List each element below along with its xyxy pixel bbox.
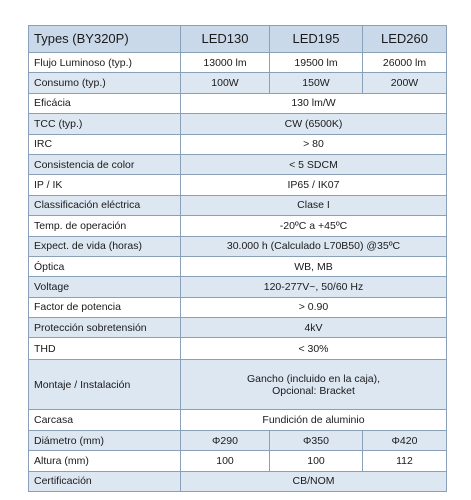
row-value: 112 (363, 451, 447, 471)
row-value: Φ420 (363, 430, 447, 450)
row-label: Altura (mm) (29, 451, 181, 471)
table-row (29, 318, 447, 338)
row-value (181, 360, 447, 410)
row-value: CB/NOM (181, 471, 447, 491)
row-value: 200W (363, 73, 447, 93)
spec-table-container (28, 25, 446, 492)
row-value: 100W (181, 73, 270, 93)
row-value: > 80 (181, 134, 447, 154)
row-label: Certificación (29, 471, 181, 491)
row-label: Diámetro (mm) (29, 430, 181, 450)
table-row (29, 93, 447, 113)
row-value: 150W (270, 73, 363, 93)
row-value: Φ290 (181, 430, 270, 450)
spec-table (28, 25, 447, 492)
row-value: 100 (270, 451, 363, 471)
table-row (29, 360, 447, 410)
table-row (29, 216, 447, 236)
row-value: < 5 SDCM (181, 154, 447, 174)
table-row (29, 277, 447, 297)
row-label: THD (29, 338, 181, 360)
row-value-line: Opcional: Bracket (272, 384, 355, 397)
table-row (29, 236, 447, 256)
row-label: Protección sobretensión (29, 318, 181, 338)
header-type: Types (BY320P) (29, 26, 181, 53)
table-row (29, 430, 447, 450)
row-label: Expect. de vida (horas) (29, 236, 181, 256)
row-value: 130 lm/W (181, 93, 447, 113)
row-value: -20ºC a +45ºC (181, 216, 447, 236)
row-label: Consumo (typ.) (29, 73, 181, 93)
row-value: 19500 lm (270, 53, 363, 73)
table-row (29, 134, 447, 154)
row-label: Flujo Luminoso (typ.) (29, 53, 181, 73)
table-header-row (29, 26, 447, 53)
row-value: Fundición de aluminio (181, 410, 447, 430)
table-row (29, 154, 447, 174)
row-value: 26000 lm (363, 53, 447, 73)
row-value: 30.000 h (Calculado L70B50) @35ºC (181, 236, 447, 256)
table-row (29, 471, 447, 491)
row-value: 13000 lm (181, 53, 270, 73)
row-label: Temp. de operación (29, 216, 181, 236)
row-label: Montaje / Instalación (29, 360, 181, 410)
header-led130: LED130 (181, 26, 270, 53)
row-label: TCC (typ.) (29, 114, 181, 134)
row-value: 4kV (181, 318, 447, 338)
row-value-line: Gancho (incluido en la caja), (246, 372, 381, 385)
table-row (29, 195, 447, 215)
row-label: Óptica (29, 256, 181, 276)
header-led195: LED195 (270, 26, 363, 53)
table-row (29, 175, 447, 195)
row-value: IP65 / IK07 (181, 175, 447, 195)
row-value: CW (6500K) (181, 114, 447, 134)
row-label: Factor de potencia (29, 297, 181, 317)
row-value: 100 (181, 451, 270, 471)
row-value: < 30% (181, 338, 447, 360)
row-value: WB, MB (181, 256, 447, 276)
table-row (29, 297, 447, 317)
header-led260: LED260 (363, 26, 447, 53)
table-row (29, 53, 447, 73)
row-label: IRC (29, 134, 181, 154)
table-row (29, 338, 447, 360)
row-value: Φ350 (270, 430, 363, 450)
row-value: Clase I (181, 195, 447, 215)
row-label: IP / IK (29, 175, 181, 195)
table-row (29, 256, 447, 276)
row-label: Carcasa (29, 410, 181, 430)
row-label: Consistencia de color (29, 154, 181, 174)
table-row (29, 73, 447, 93)
row-label: Classificación eléctrica (29, 195, 181, 215)
row-value: > 0.90 (181, 297, 447, 317)
row-label: Voltage (29, 277, 181, 297)
table-row (29, 114, 447, 134)
row-label: Eficácia (29, 93, 181, 113)
table-row (29, 451, 447, 471)
row-value: 120-277V~, 50/60 Hz (181, 277, 447, 297)
table-row (29, 410, 447, 430)
